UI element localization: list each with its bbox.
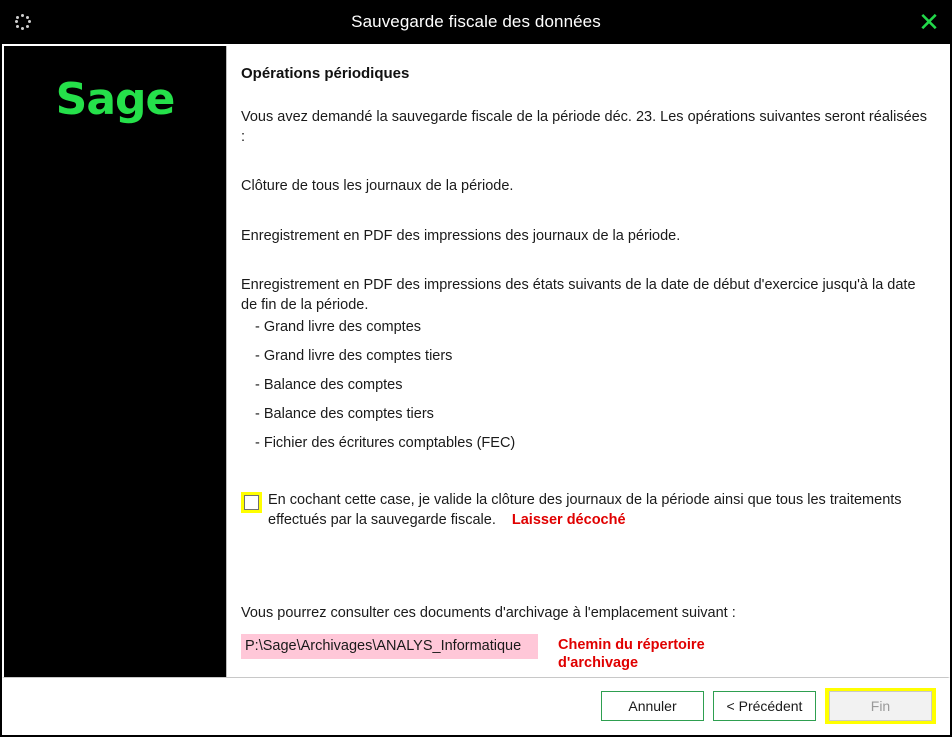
operation-line-1: Clôture de tous les journaux de la période. xyxy=(241,178,514,195)
title-bar xyxy=(0,0,952,44)
validation-checkbox-row xyxy=(241,491,928,530)
sage-logo: Sage xyxy=(55,74,175,125)
archive-annotation-line-2: d'archivage xyxy=(558,654,639,671)
operation-line-3: Enregistrement en PDF des impressions des états suivants de la date de début d'exercice jusqu'à la date de fin de la période. xyxy=(241,277,916,313)
cancel-button[interactable]: Annuler xyxy=(601,691,704,721)
finish-button-highlight xyxy=(825,688,936,724)
archive-path-value: P:\Sage\Archivages\ANALYS_Informatique xyxy=(241,634,538,659)
page-title: Opérations périodiques xyxy=(241,65,410,82)
main-panel xyxy=(227,46,948,677)
archive-section xyxy=(241,605,928,672)
document-list xyxy=(255,319,928,451)
loading-spinner-icon xyxy=(8,7,38,37)
archive-label: Vous pourrez consulter ces documents d'archivage à l'emplacement suivant : xyxy=(241,604,736,621)
list-item: - Grand livre des comptes tiers xyxy=(255,348,453,365)
finish-button[interactable]: Fin xyxy=(829,691,932,721)
list-item: - Grand livre des comptes xyxy=(255,319,422,336)
intro-text: Vous avez demandé la sauvegarde fiscale de la période déc. 23. Les opérations suivantes seront réalisées : xyxy=(241,109,927,145)
archive-annotation-line-1: Chemin du répertoire xyxy=(558,636,705,653)
operation-line-2: Enregistrement en PDF des impressions des journaux de la période. xyxy=(241,227,681,244)
list-item: - Balance des comptes tiers xyxy=(255,406,434,423)
dialog-footer xyxy=(2,677,950,735)
validation-checkbox-label: En cochant cette case, je valide la clôture des journaux de la période ainsi que tous les traitements effectués par la sauvegarde fiscale. xyxy=(268,492,902,528)
validation-checkbox[interactable] xyxy=(244,495,259,510)
checkbox-annotation: Laisser décoché xyxy=(511,511,626,528)
window-title: Sauvegarde fiscale des données xyxy=(351,12,601,31)
close-icon[interactable]: ✕ xyxy=(918,7,940,37)
list-item: - Balance des comptes xyxy=(255,377,403,394)
previous-button[interactable]: < Précédent xyxy=(713,691,816,721)
checkbox-highlight xyxy=(241,492,262,513)
sidebar-branding-panel xyxy=(4,46,227,677)
dialog-body xyxy=(2,44,950,677)
archive-path-annotation xyxy=(558,636,705,672)
list-item: - Fichier des écritures comptables (FEC) xyxy=(255,435,516,452)
